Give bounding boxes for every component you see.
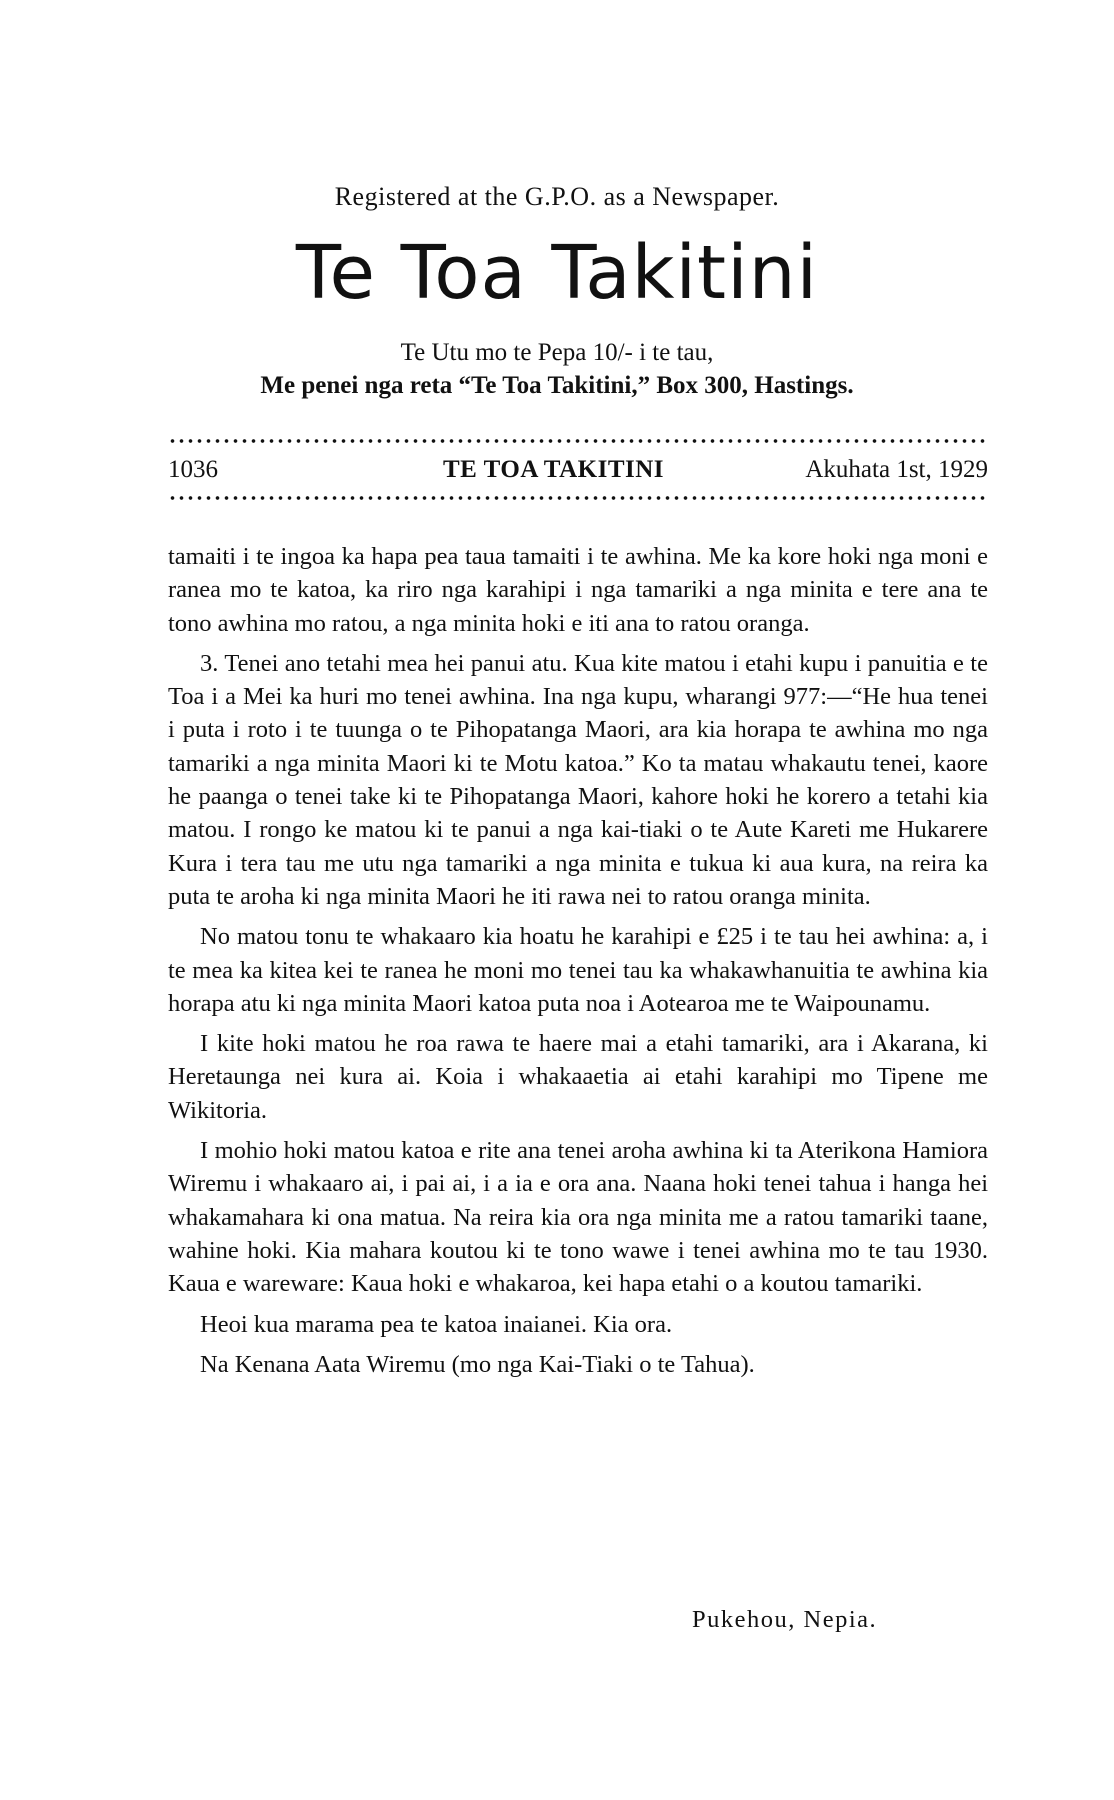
- signature-line: Na Kenana Aata Wiremu (mo nga Kai-Tiaki o te Tahua).: [200, 1350, 755, 1378]
- paragraph-4: I kite hoki matou he roa rawa te haere mai a etahi tamariki, ara i Akarana, ki Heretaunga nei kura ai. Koia i whakaaetia ai etahi karahipi mo Tipene me Wikitoria.: [168, 1030, 988, 1124]
- registration-notice: Registered at the G.P.O. as a Newspaper.: [334, 182, 780, 211]
- page-number: 1036: [168, 456, 218, 483]
- dotted-rule-top: [168, 438, 988, 444]
- folio-line: [168, 456, 988, 488]
- subscription-info: [0, 336, 1114, 402]
- newspaper-masthead: Te Toa Takitini: [295, 230, 819, 316]
- paragraph-3: No matou tonu te whakaaro kia hoatu he karahipi e £25 i te tau hei awhina: a, i te mea ka kitea kei te ranea he moni mo tenei tau ka whakawhanuitia te awhina kia horapa atu ki nga minita Maori katoa puta noa i Aotearoa me te Waipounamu.: [168, 923, 988, 1017]
- issue-date: Akuhata 1st, 1929: [805, 456, 988, 483]
- paragraph-6: Heoi kua marama pea te katoa inaianei. Kia ora.: [200, 1310, 673, 1338]
- sign-off-place: Pukehou, Nepia.: [692, 1606, 878, 1633]
- paragraph-5: I mohio hoki matou katoa e rite ana tenei aroha awhina ki ta Aterikona Hamiora Wiremu i whakaaro ai, i pai ai, i a ia e ora ana. Naana hoki tenei tahua i hanga hei whakamahara ki ona matua. Na reira kia ora nga minita me a ratou tamariki taane, wahine hoki. Kia mahara koutou ki te tono wawe i tenei awhina mo te tau 1930. Kaua e wareware: Kaua hoki e whakaroa, kei hapa etahi o a koutou tamariki.: [168, 1137, 988, 1298]
- dotted-rule-bottom: [168, 495, 988, 501]
- paragraph-1: tamaiti i te ingoa ka hapa pea taua tamaiti i te awhina. Me ka kore hoki nga moni e ranea mo te katoa, ka riro nga karahipi i nga tamariki a nga minita e tere ana te tono awhina mo ratou, a nga minita hoki e iti ana to ratou oranga.: [168, 543, 988, 637]
- paper-name: TE TOA TAKITINI: [443, 456, 665, 483]
- article-body: [168, 540, 988, 1388]
- address-line: Me penei nga reta “Te Toa Takitini,” Box 300, Hastings.: [260, 372, 854, 399]
- paragraph-2: 3. Tenei ano tetahi mea hei panui atu. Kua kite matou i etahi kupu i panuitia e te Toa i a Mei ka huri mo tenei awhina. Ina nga kupu, wharangi 977:—“He hua tenei i puta i roto i te tuunga o te Pihopatanga Maori, ara kia horapa te awhina mo nga tamariki a nga minita Maori ki te Motu katoa.” Ko ta matau whakautu tenei, kaore he paanga o tenei take ki te Pihopatanga Maori, kahore hoki he korero a tetahi kia matou. I rongo ke matou ki te panui a nga kai-tiaki o te Aute Kareti me Hukarere Kura i tera tau me utu nga tamariki a nga minita e tukua ki aua kura, na reira ka puta te aroha ki nga minita Maori he iti rawa nei to ratou oranga minita.: [168, 649, 988, 910]
- price-line: Te Utu mo te Pepa 10/- i te tau,: [400, 339, 714, 366]
